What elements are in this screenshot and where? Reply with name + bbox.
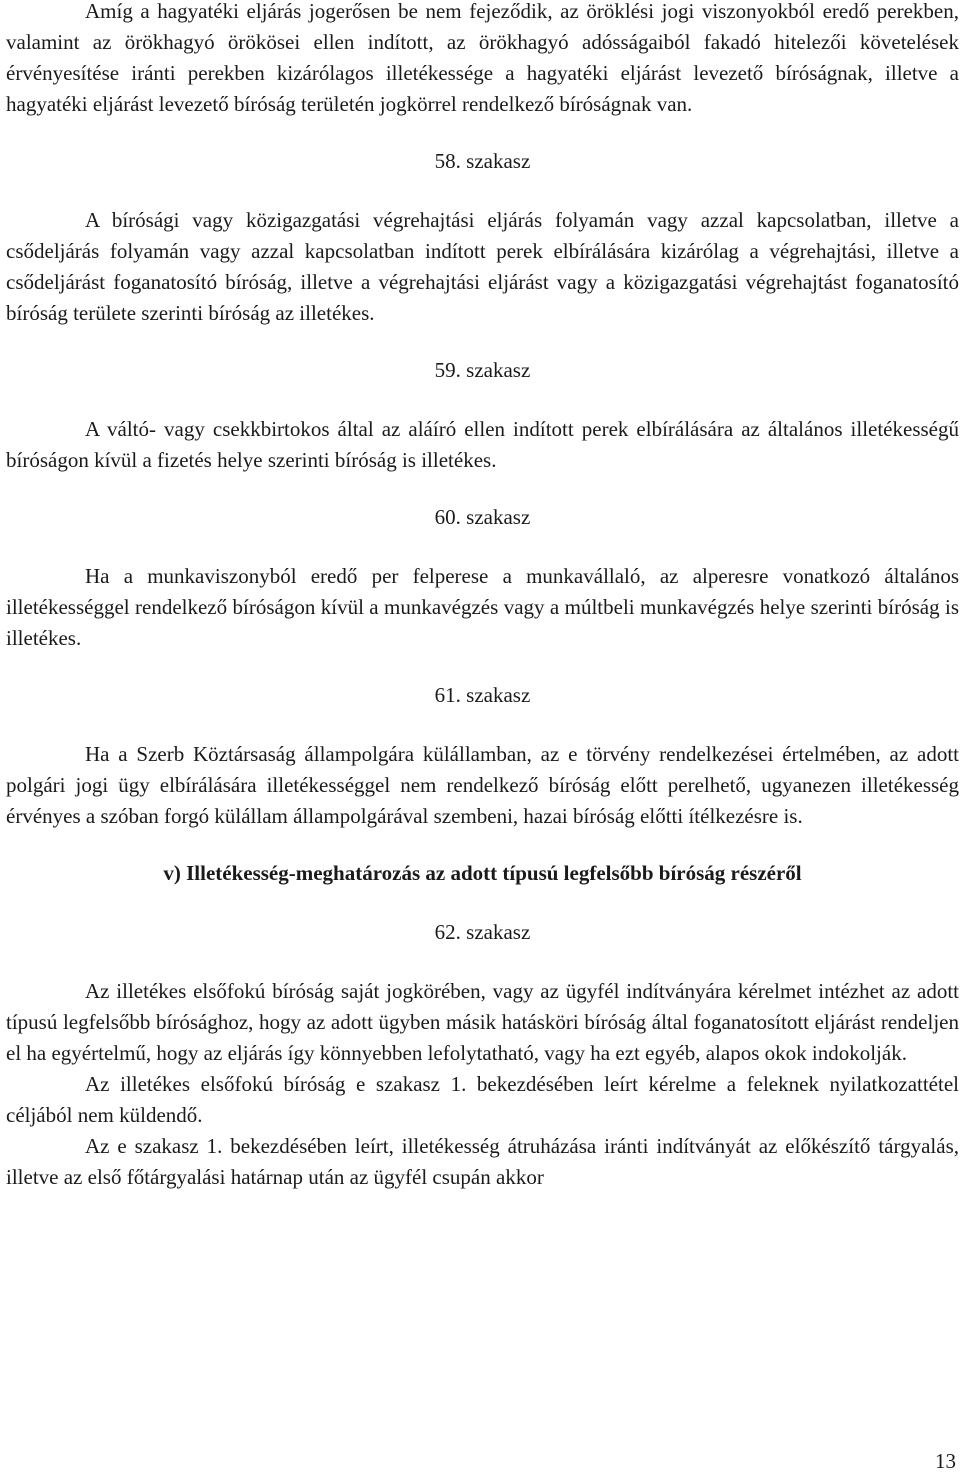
paragraph-58: A bírósági vagy közigazgatási végrehajtási eljárás folyamán vagy azzal kapcsolatban, illetve a csődeljárás folyamán vagy azzal kapcsolatban indított perek elbírálására kizárólag a végrehajtási, illetve a csődeljárást foganatosító bíróság, illetve a végrehajtási eljárást vagy a közigazgatási végrehajtást foganatosító bíróság területe szerinti bíróság az illetékes. (6, 208, 959, 325)
paragraph-57-continuation: Amíg a hagyatéki eljárás jogerősen be nem fejeződik, az öröklési jogi viszonyokból eredő perekben, valamint az örökhagyó örökösei ellen indított, az örökhagyó adósságaiból fakadó hitelezői követelések érvényesítése iránti perekben kizárólagos illetékessége a hagyatéki eljárást levezető bíróságnak, illetve a hagyatéki eljárást levezető bíróság területén jogkörrel rendelkező bíróságnak van. (6, 0, 959, 116)
subsection-title-v: v) Illetékesség-meghatározás az adott típusú legfelsőbb bíróság részéről (163, 861, 802, 885)
paragraph-59: A váltó- vagy csekkbirtokos által az aláíró ellen indított perek elbírálására az általános illetékességű bíróságon kívül a fizetés helye szerinti bíróság is illetékes. (6, 417, 959, 472)
section-heading-61: 61. szakasz (434, 683, 531, 707)
document-page (6, 0, 959, 1193)
paragraph-62-2: Az illetékes elsőfokú bíróság e szakasz 1. bekezdésében leírt kérelme a feleknek nyilatkozattétel céljából nem küldendő. (6, 1072, 959, 1127)
paragraph-60: Ha a munkaviszonyból eredő per felperese a munkavállaló, az alperesre vonatkozó általános illetékességgel rendelkező bíróságon kívül a munkavégzés vagy a múltbeli munkavégzés helye szerinti bíróság is illetékes. (6, 564, 959, 650)
paragraph-62-1: Az illetékes elsőfokú bíróság saját jogkörében, vagy az ügyfél indítványára kérelmet intézhet az adott típusú legfelsőbb bírósághoz, hogy az adott ügyben másik hatásköri bíróság által foganatosított eljárást rendeljen el ha egyértelmű, hogy az eljárás így könnyebben lefolytatható, vagy ha ezt egyéb, alapos okok indokolják. (6, 979, 959, 1065)
section-heading-60: 60. szakasz (434, 505, 531, 529)
paragraph-61: Ha a Szerb Köztársaság állampolgára külállamban, az e törvény rendelkezései értelmében, az adott polgári jogi ügy elbírálására illetékességgel nem rendelkező bíróság előtt perelhető, ugyanezen illetékesség érvényes a szóban forgó külállam állampolgárával szembeni, hazai bíróság előtti ítélkezésre is. (6, 742, 959, 828)
section-heading-62: 62. szakasz (434, 920, 531, 944)
page-number: 13 (935, 1449, 956, 1473)
section-heading-59: 59. szakasz (434, 358, 531, 382)
paragraph-62-3: Az e szakasz 1. bekezdésében leírt, illetékesség átruházása iránti indítványát az előkészítő tárgyalás, illetve az első főtárgyalási határnap után az ügyfél csupán akkor (6, 1134, 959, 1189)
section-heading-58: 58. szakasz (434, 149, 531, 173)
